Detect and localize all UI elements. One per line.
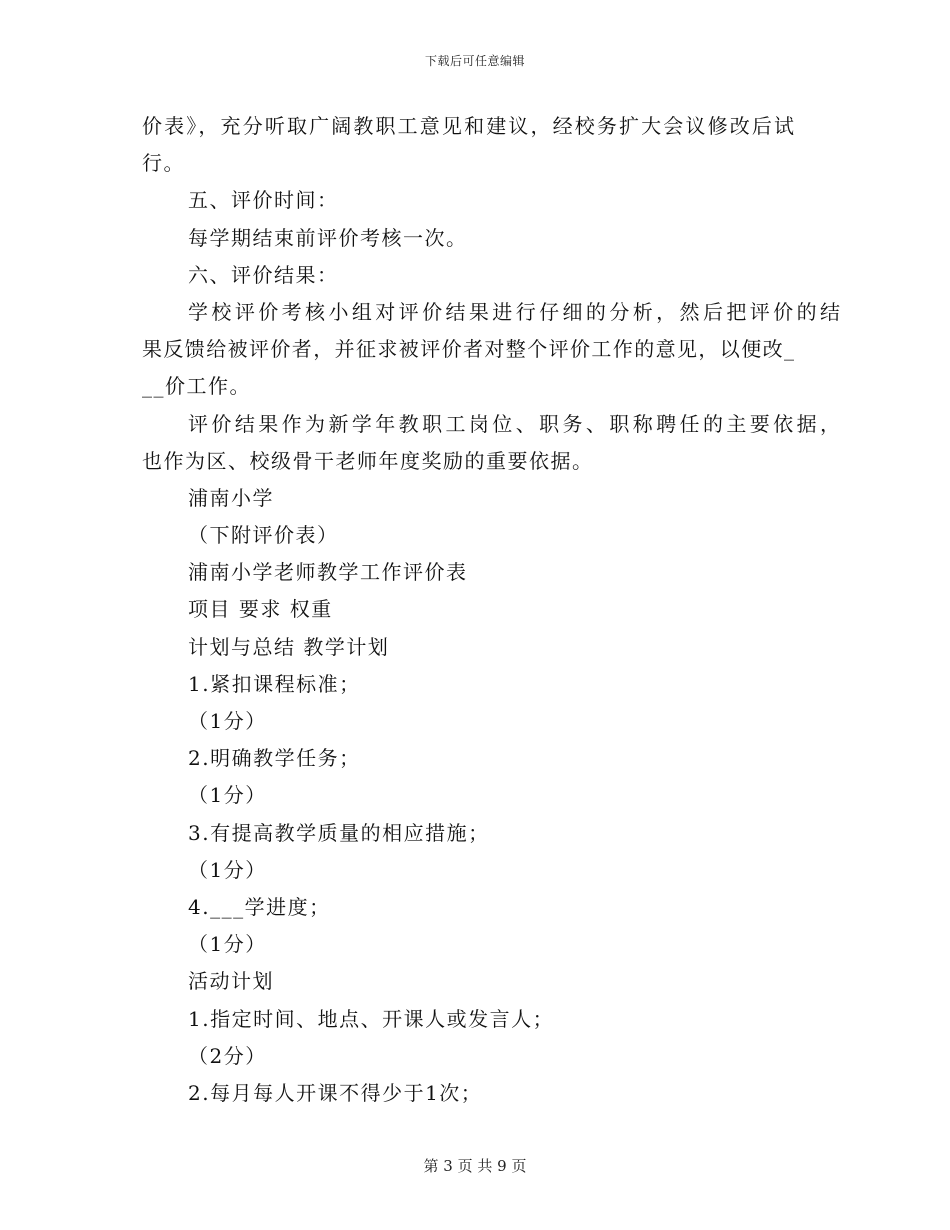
weight-item: （1分） bbox=[188, 783, 267, 808]
page-header: 下载后可任意编辑 bbox=[424, 54, 525, 68]
requirement-item: 1.指定时间、地点、开课人或发言人； bbox=[188, 1006, 555, 1031]
weight-item: （1分） bbox=[188, 709, 267, 733]
requirement-item: 2.明确教学任务； bbox=[188, 746, 361, 771]
body-line: 行。 bbox=[142, 151, 185, 176]
requirement-item: 4.___学进度； bbox=[188, 894, 331, 919]
page-number: 第 3 页 共 9 页 bbox=[423, 1157, 527, 1175]
requirement-item: 2.每月每人开课不得少于1次； bbox=[188, 1080, 483, 1105]
body-line: 评价结果作为新学年教职工岗位、职务、职称聘任的主要依据， bbox=[188, 411, 840, 436]
weight-item: （1分） bbox=[188, 857, 267, 882]
body-line: 五、评价时间： bbox=[188, 188, 339, 213]
body-line: 也作为区、校级骨干老师年度奖励的重要依据。 bbox=[142, 448, 594, 473]
weight-item: （2分） bbox=[188, 1043, 267, 1068]
body-line: 学校评价考核小组对评价结果进行仔细的分析，然后把评价的结 bbox=[188, 299, 840, 324]
body-line: __价工作。 bbox=[142, 374, 251, 399]
requirement-item: 3.有提高教学质量的相应措施； bbox=[188, 820, 490, 845]
body-line: 果反馈给被评价者，并征求被评价者对整个评价工作的意见，以便改_ bbox=[142, 337, 794, 362]
body-line: 六、评价结果： bbox=[188, 262, 339, 287]
table-section: 计划与总结 教学计划 bbox=[188, 634, 390, 659]
body-line: 每学期结束前评价考核一次。 bbox=[188, 225, 468, 250]
weight-item: （1分） bbox=[188, 932, 267, 957]
table-header-row: 项目 要求 权重 bbox=[188, 597, 333, 622]
school-name: 浦南小学 bbox=[188, 485, 274, 510]
attachment-note: （下附评价表） bbox=[188, 523, 339, 548]
table-subsection: 活动计划 bbox=[188, 969, 274, 994]
table-title: 浦南小学老师教学工作评价表 bbox=[188, 560, 468, 585]
requirement-item: 1.紧扣课程标准； bbox=[188, 671, 361, 696]
document-body bbox=[142, 108, 840, 1112]
body-line: 价表》，充分听取广阔教职工意见和建议，经校务扩大会议修改后试 bbox=[142, 114, 794, 138]
